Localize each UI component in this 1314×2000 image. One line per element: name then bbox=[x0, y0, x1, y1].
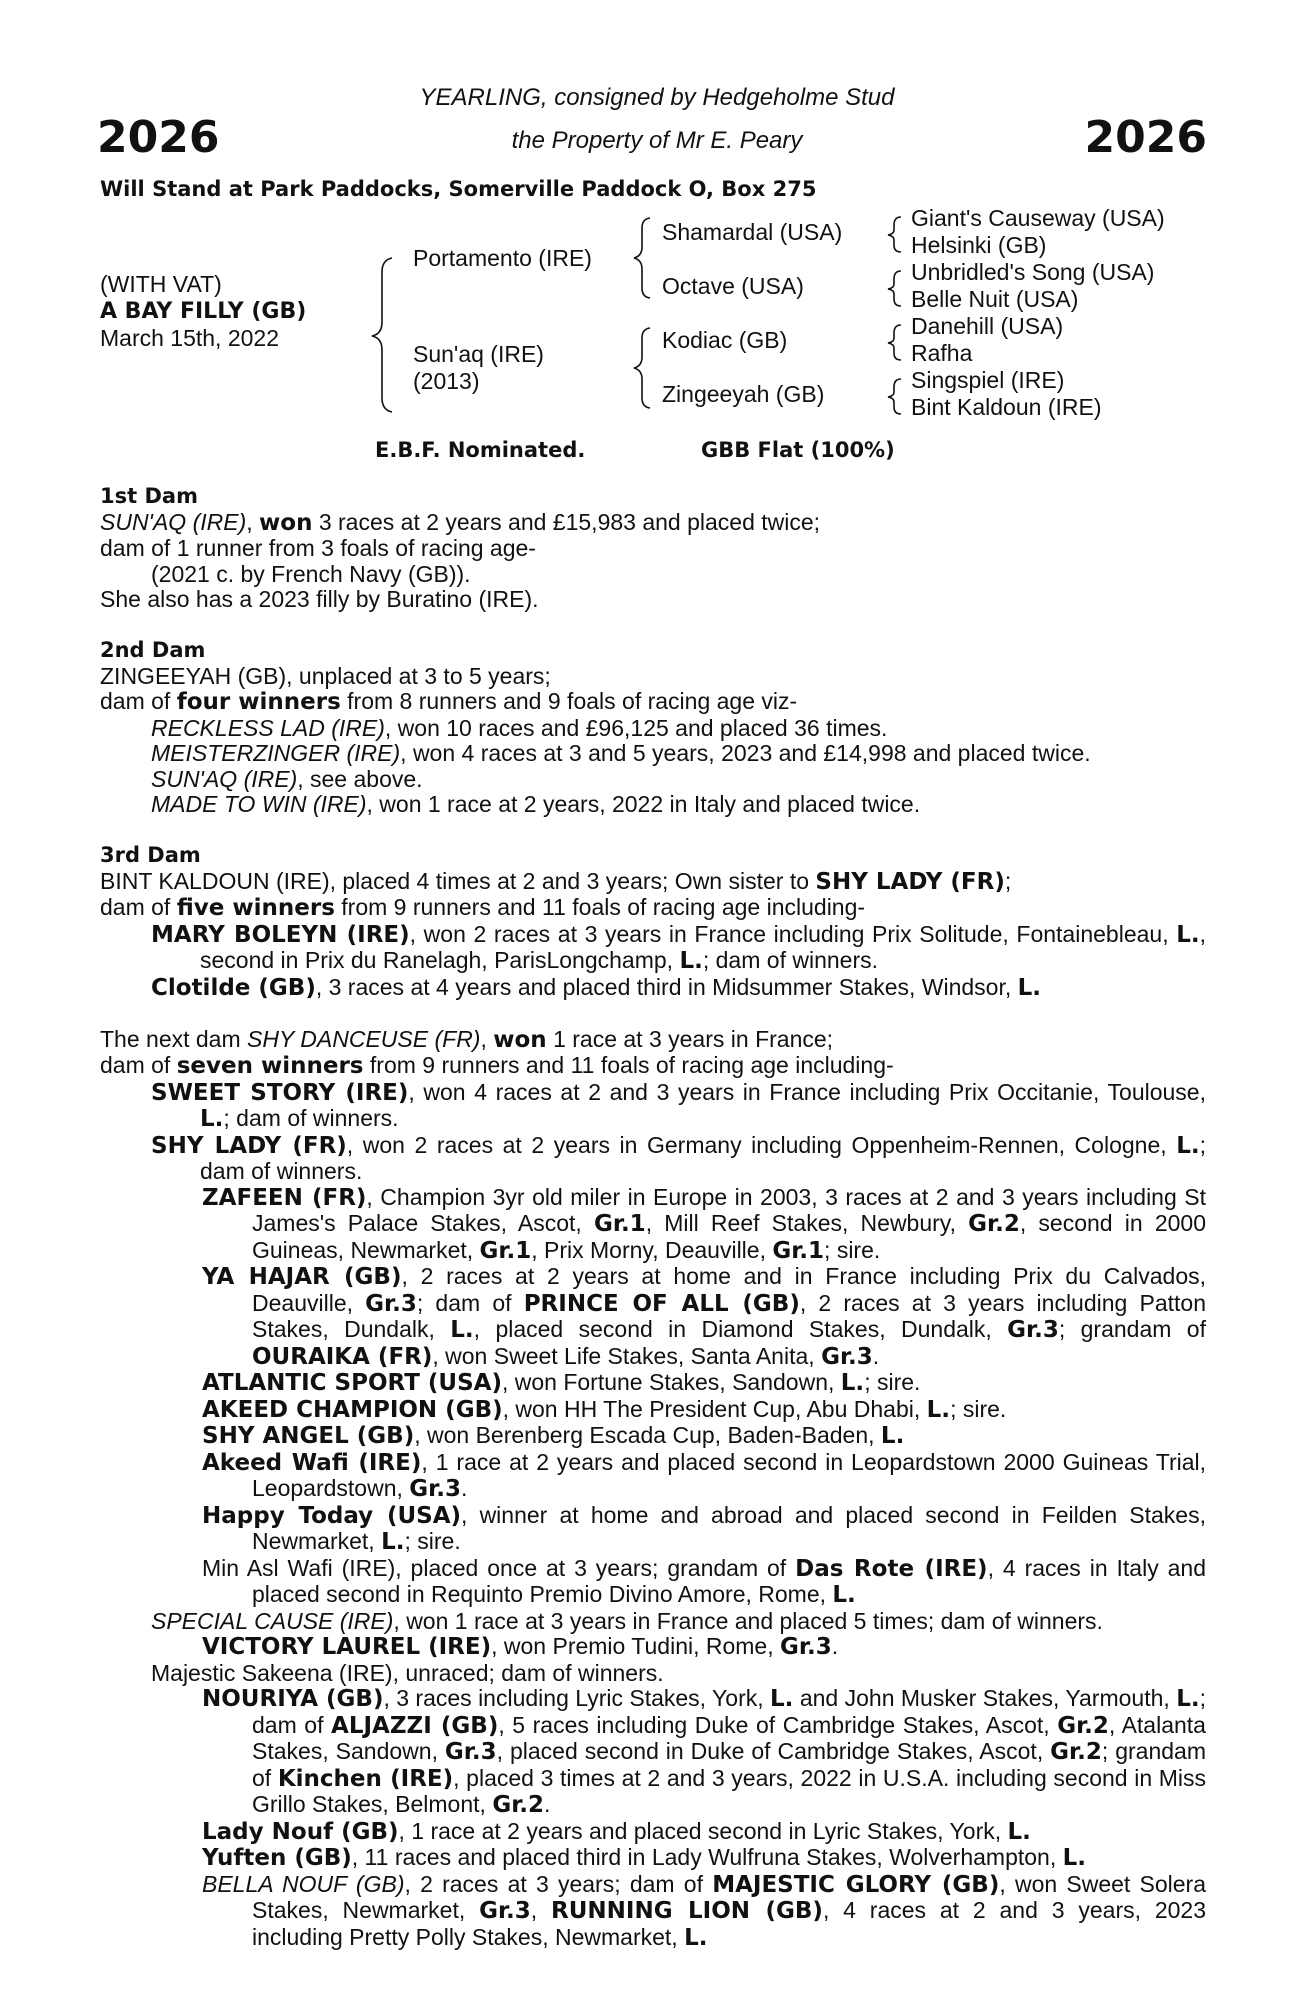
winners-count: five winners bbox=[176, 895, 335, 921]
text: ; dam of winners. bbox=[702, 947, 878, 973]
sire-name: Portamento (IRE) bbox=[413, 245, 592, 271]
runner-name: SPECIAL CAUSE (IRE) bbox=[151, 1607, 394, 1634]
text: , Mill Reef Stakes, Newbury, bbox=[645, 1210, 969, 1236]
runner-row bbox=[100, 922, 1206, 975]
runner-name: YA HAJAR (GB) bbox=[202, 1264, 402, 1290]
runner-row bbox=[100, 1609, 1206, 1635]
text: ; dam of winners. bbox=[223, 1105, 399, 1131]
birth-date: March 15th, 2022 bbox=[100, 325, 280, 351]
horse-ref: OURAIKA (FR) bbox=[252, 1343, 433, 1370]
runner-row: Akeed Wafi (IRE), 1 race at 2 years and placed second in Leopardstown 2000 Guineas Trial, Leopardstown, Gr.3. bbox=[202, 1448, 1207, 1502]
text: , placed second in Diamond Stakes, Dundalk, bbox=[473, 1316, 1008, 1342]
text: , 2 races at 3 years including Patton Stakes, Dundalk, bbox=[252, 1289, 1207, 1342]
runner-name: Happy Today (USA) bbox=[202, 1502, 462, 1529]
runner-row: VICTORY LAUREL (IRE), won Premio Tudini, Rome, Gr.3. bbox=[202, 1633, 839, 1660]
runner-row bbox=[100, 1819, 1206, 1846]
text: , bbox=[480, 1025, 494, 1052]
ggs-8: Bint Kaldoun (IRE) bbox=[911, 394, 1102, 420]
sep: , bbox=[246, 508, 260, 535]
third-dam-line1 bbox=[100, 869, 1206, 896]
grade-listed: L. bbox=[679, 948, 703, 974]
text: dam of bbox=[100, 688, 177, 714]
text: , 3 races including Lyric Stakes, York, bbox=[383, 1685, 771, 1711]
horse-ref: ALJAZZI (GB) bbox=[331, 1712, 499, 1739]
horse-name: A BAY FILLY (GB) bbox=[100, 299, 307, 324]
dam-name-ref: SUN'AQ (IRE) bbox=[100, 508, 247, 535]
ggs-5: Danehill (USA) bbox=[911, 313, 1064, 339]
horse-ref: RUNNING LION (GB) bbox=[551, 1898, 823, 1924]
second-dam-line1: ZINGEEYAH (GB), unplaced at 3 to 5 years; bbox=[100, 662, 551, 689]
runner-name: Yuften (GB) bbox=[202, 1845, 352, 1871]
sire-sire: Shamardal (USA) bbox=[662, 219, 843, 245]
horse-ref: PRINCE OF ALL (GB) bbox=[523, 1290, 800, 1317]
runner-row bbox=[100, 1185, 1206, 1265]
consignment-line: YEARLING, consigned by Hedgeholme Stud bbox=[419, 84, 895, 111]
text: , 2 races at 3 years; dam of bbox=[404, 1870, 713, 1897]
grade-listed: L. bbox=[1007, 1818, 1031, 1845]
text: ; dam of winners. bbox=[200, 1131, 1206, 1184]
text: , winner at home and abroad and placed second in Feilden Stakes, Newmarket, bbox=[252, 1501, 1206, 1554]
vat-note: (WITH VAT) bbox=[100, 271, 222, 297]
runner-name: RECKLESS LAD (IRE) bbox=[151, 714, 385, 741]
grade-3: Gr.3 bbox=[1007, 1317, 1059, 1343]
first-dam-line2: dam of 1 runner from 3 foals of racing age- bbox=[100, 535, 536, 561]
text: , 11 races and placed third in Lady Wulfruna Stakes, Wolverhampton, bbox=[351, 1844, 1063, 1870]
runner-row bbox=[100, 1423, 1206, 1450]
runner-row bbox=[100, 767, 1206, 793]
grade-listed: L. bbox=[1176, 1132, 1200, 1159]
text: , won Berenberg Escada Cup, Baden-Baden, bbox=[414, 1422, 881, 1448]
next-dam-line2 bbox=[100, 1053, 1206, 1080]
runner-name: VICTORY LAUREL (IRE) bbox=[202, 1634, 492, 1660]
first-dam-line1 bbox=[100, 510, 1206, 537]
text: , won Premio Tudini, Rome, bbox=[491, 1633, 781, 1659]
ggs-3: Unbridled's Song (USA) bbox=[911, 259, 1155, 285]
text: , won HH The President Cup, Abu Dhabi, bbox=[502, 1395, 927, 1422]
text: , won Sweet Solera Stakes, Newmarket, bbox=[252, 1870, 1206, 1923]
grade-listed: L. bbox=[1017, 974, 1042, 1001]
text: , won 10 races and £96,125 and placed 36 times. bbox=[384, 714, 888, 741]
grade-3: Gr.3 bbox=[365, 1290, 417, 1317]
ggs-4: Belle Nuit (USA) bbox=[911, 286, 1079, 312]
grade-listed: L. bbox=[880, 1423, 905, 1449]
text: , 1 race at 2 years and placed second in Leopardstown 2000 Guineas Trial, Leopardstown, bbox=[252, 1448, 1207, 1501]
first-dam-heading: 1st Dam bbox=[100, 484, 198, 508]
first-dam-line4: She also has a 2023 filly by Buratino (IRE). bbox=[100, 586, 539, 612]
runner-name: SHY LADY (FR) bbox=[151, 1132, 347, 1159]
runner-name: MEISTERZINGER (IRE) bbox=[151, 740, 401, 766]
runner-name: Lady Nouf (GB) bbox=[202, 1818, 399, 1845]
runner-row: YA HAJAR (GB), 2 races at 2 years at home and in France including Prix du Calvados, Deauville, Gr.3; dam of PRINCE OF ALL (GB), 2 races at 3 years including Patton Stakes, Dundalk, L., placed second in Diamond Stakes, Dundalk, Gr.3; grandam of OURAIKA (FR), won Sweet Life Stakes, Santa Anita, Gr.3. bbox=[202, 1263, 1207, 1370]
runner-name: AKEED CHAMPION (GB) bbox=[202, 1396, 503, 1423]
runner-row bbox=[100, 1556, 1206, 1609]
runner-row bbox=[100, 1080, 1206, 1133]
lot-number-right: 2026 bbox=[1084, 112, 1207, 163]
runner-name: ZAFEEN (FR) bbox=[202, 1184, 367, 1211]
grade-listed: L. bbox=[684, 1924, 708, 1951]
runner-name: Akeed Wafi (IRE) bbox=[202, 1449, 422, 1476]
text: , won Sweet Life Stakes, Santa Anita, bbox=[432, 1342, 822, 1369]
won-label: won bbox=[259, 509, 313, 536]
text: 1 race at 3 years in France; bbox=[546, 1025, 834, 1052]
grade-listed: L. bbox=[926, 1396, 951, 1423]
text: 3 races at 2 years and £15,983 and placed twice; bbox=[312, 508, 821, 535]
dam-sire: Kodiac (GB) bbox=[662, 327, 788, 353]
property-line: the Property of Mr E. Peary bbox=[511, 127, 803, 154]
text: , won 2 races at 3 years in France including Prix Solitude, Fontainebleau, bbox=[409, 920, 1177, 947]
gbb-flat: GBB Flat (100%) bbox=[701, 438, 895, 462]
dam-dam: Zingeeyah (GB) bbox=[662, 381, 825, 407]
sire-dam: Octave (USA) bbox=[662, 273, 804, 299]
text: , see above. bbox=[297, 765, 423, 792]
text: , Champion 3yr old miler in Europe in 2003, 3 races at 2 and 3 years including St James's Palace Stakes, Ascot, bbox=[252, 1183, 1206, 1236]
grade-2: Gr.2 bbox=[1057, 1712, 1109, 1739]
ggs-6: Rafha bbox=[911, 340, 973, 366]
text: BINT KALDOUN (IRE), placed 4 times at 2 and 3 years; Own sister to bbox=[100, 867, 816, 894]
winners-count: four winners bbox=[176, 689, 341, 715]
text: , Prix Morny, Deauville, bbox=[531, 1236, 773, 1263]
grade-2: Gr.2 bbox=[1050, 1739, 1102, 1765]
runner-name: SUN'AQ (IRE) bbox=[151, 765, 298, 792]
text: , 5 races including Duke of Cambridge Stakes, Ascot, bbox=[498, 1711, 1058, 1738]
grade-3: Gr.3 bbox=[479, 1898, 531, 1924]
grade-3: Gr.3 bbox=[780, 1634, 832, 1660]
text: ; dam of bbox=[252, 1685, 1206, 1738]
text: , 3 races at 4 years and placed third in Midsummer Stakes, Windsor, bbox=[315, 973, 1018, 1000]
first-dam-foal: (2021 c. by French Navy (GB)). bbox=[151, 560, 471, 587]
text: , won 4 races at 2 and 3 years in France including Prix Occitanie, Toulouse, bbox=[408, 1078, 1206, 1105]
horse-ref: SHY LADY (FR) bbox=[815, 868, 1005, 895]
runner-name: BELLA NOUF (GB) bbox=[202, 1870, 405, 1897]
text: The next dam bbox=[100, 1025, 248, 1052]
grade-listed: L. bbox=[381, 1529, 405, 1555]
runner-row bbox=[100, 1872, 1206, 1952]
text: , 1 race at 2 years and placed second in Lyric Stakes, York, bbox=[398, 1817, 1008, 1844]
ggs-1: Giant's Causeway (USA) bbox=[911, 205, 1165, 231]
grade-3: Gr.3 bbox=[444, 1739, 497, 1765]
text: , won 1 race at 2 years, 2022 in Italy and placed twice. bbox=[366, 791, 921, 817]
grade-3: Gr.3 bbox=[821, 1343, 873, 1370]
runner-name: SHY ANGEL (GB) bbox=[202, 1423, 415, 1449]
text: , won 1 race at 3 years in France and placed 5 times; dam of winners. bbox=[393, 1607, 1103, 1634]
text: , placed second in Duke of Cambridge Stakes, Ascot, bbox=[496, 1738, 1051, 1764]
grade-listed: L. bbox=[832, 1582, 856, 1608]
grade-2: Gr.2 bbox=[968, 1211, 1020, 1237]
text: , Atalanta Stakes, Sandown, bbox=[252, 1711, 1206, 1764]
text: , 4 races in Italy and placed second in Requinto Premio Divino Amore, Rome, bbox=[252, 1554, 1206, 1607]
text: , 2 races at 2 years at home and in France including Prix du Calvados, Deauville, bbox=[252, 1263, 1206, 1316]
third-dam-heading: 3rd Dam bbox=[100, 843, 201, 867]
runner-row bbox=[100, 741, 1206, 767]
runner-name: NOURIYA (GB) bbox=[202, 1686, 384, 1712]
text: from 8 runners and 9 foals of racing age viz- bbox=[340, 688, 798, 714]
text: dam of bbox=[100, 894, 177, 920]
text: ; bbox=[1004, 867, 1012, 894]
grade-1: Gr.1 bbox=[479, 1237, 532, 1264]
runner-row bbox=[100, 1370, 1206, 1397]
runner-name: MARY BOLEYN (IRE) bbox=[151, 921, 410, 948]
text: , bbox=[530, 1897, 551, 1923]
text: Min Asl Wafi (IRE), placed once at 3 years; grandam of bbox=[202, 1554, 796, 1581]
won-label: won bbox=[493, 1026, 547, 1053]
text: ; sire. bbox=[950, 1395, 1007, 1422]
dam-name: Sun'aq (IRE) bbox=[413, 341, 544, 367]
runner-row bbox=[100, 1845, 1206, 1872]
runner-row bbox=[100, 1397, 1206, 1424]
text: ; sire. bbox=[864, 1369, 921, 1395]
text: ; dam of bbox=[416, 1289, 524, 1316]
text: , won 2 races at 2 years in Germany including Oppenheim-Rennen, Cologne, bbox=[346, 1131, 1177, 1158]
horse-ref: Kinchen (IRE) bbox=[277, 1765, 454, 1792]
grade-listed: L. bbox=[840, 1370, 865, 1396]
grade-listed: L. bbox=[770, 1686, 794, 1712]
runner-name: Clotilde (GB) bbox=[151, 974, 316, 1001]
grade-listed: L. bbox=[1062, 1845, 1087, 1871]
text: , won 4 races at 3 and 5 years, 2023 and £14,998 and placed twice. bbox=[400, 740, 1091, 766]
text: from 9 runners and 11 foals of racing age including- bbox=[334, 894, 866, 920]
text: , 4 races at 2 and 3 years, 2023 including Pretty Polly Stakes, Newmarket, bbox=[252, 1897, 1206, 1950]
second-dam-line2 bbox=[100, 689, 1206, 716]
third-dam-line2 bbox=[100, 895, 1206, 922]
winners-count: seven winners bbox=[176, 1053, 364, 1079]
runner-name: SWEET STORY (IRE) bbox=[151, 1079, 409, 1106]
ebf-nominated: E.B.F. Nominated. bbox=[375, 438, 586, 462]
text: from 9 runners and 11 foals of racing age including- bbox=[363, 1052, 894, 1078]
grade-2: Gr.2 bbox=[492, 1792, 544, 1818]
runner-row bbox=[100, 1503, 1206, 1556]
text: ; sire. bbox=[404, 1528, 461, 1554]
grade-listed: L. bbox=[450, 1317, 474, 1343]
text: , second in 2000 Guineas, Newmarket, bbox=[252, 1210, 1206, 1263]
horse-ref: Das Rote (IRE) bbox=[795, 1555, 988, 1582]
text: ; grandam of bbox=[252, 1738, 1206, 1791]
text: , second in Prix du Ranelagh, ParisLongchamp, bbox=[200, 920, 1207, 973]
ggs-7: Singspiel (IRE) bbox=[911, 367, 1065, 393]
runner-name: MADE TO WIN (IRE) bbox=[151, 791, 367, 817]
second-dam-heading: 2nd Dam bbox=[100, 638, 206, 662]
runner-row bbox=[100, 975, 1206, 1002]
grade-listed: L. bbox=[200, 1106, 224, 1132]
text: , won Fortune Stakes, Sandown, bbox=[501, 1369, 841, 1395]
runner-row bbox=[100, 1133, 1206, 1185]
text: dam of bbox=[100, 1052, 177, 1078]
text: ; sire. bbox=[824, 1236, 881, 1263]
horse-ref: MAJESTIC GLORY (GB) bbox=[712, 1871, 1000, 1898]
catalogue-body bbox=[100, 484, 1206, 1951]
dam-name-ref: SHY DANCEUSE (FR) bbox=[247, 1025, 481, 1052]
grade-1: Gr.1 bbox=[594, 1211, 646, 1237]
grade-1: Gr.1 bbox=[772, 1237, 825, 1264]
runner-row bbox=[100, 716, 1206, 742]
runner-row bbox=[100, 792, 1206, 818]
ggs-2: Helsinki (GB) bbox=[911, 232, 1047, 258]
dam-year: (2013) bbox=[413, 368, 480, 394]
stand-location: Will Stand at Park Paddocks, Somerville Paddock O, Box 275 bbox=[100, 177, 817, 201]
next-dam-line1 bbox=[100, 1027, 1206, 1054]
runner-row: NOURIYA (GB), 3 races including Lyric Stakes, York, L. and John Musker Stakes, Yarmouth, L.; dam of ALJAZZI (GB), 5 races including Duke of Cambridge Stakes, Ascot, Gr.2, Atalanta Stakes, Sandown, Gr.3, placed second in Duke of Cambridge Stakes, Ascot, Gr.2; grandam of Kinchen (IRE), placed 3 times at 2 and 3 years, 2022 in U.S.A. including second in Miss Grillo Stakes, Belmont, Gr.2. bbox=[202, 1685, 1207, 1818]
text: , placed 3 times at 2 and 3 years, 2022 in U.S.A. including second in Miss Grillo Stakes, Belmont, bbox=[252, 1764, 1207, 1817]
runner-row: Majestic Sakeena (IRE), unraced; dam of winners. bbox=[151, 1659, 664, 1686]
grade-listed: L. bbox=[1176, 1686, 1200, 1712]
text: ; grandam of bbox=[1058, 1316, 1206, 1342]
text: and John Musker Stakes, Yarmouth, bbox=[793, 1685, 1177, 1711]
grade-3: Gr.3 bbox=[409, 1476, 461, 1502]
lot-number-left: 2026 bbox=[97, 112, 220, 163]
grade-listed: L. bbox=[1176, 921, 1200, 948]
runner-name: ATLANTIC SPORT (USA) bbox=[202, 1370, 502, 1396]
